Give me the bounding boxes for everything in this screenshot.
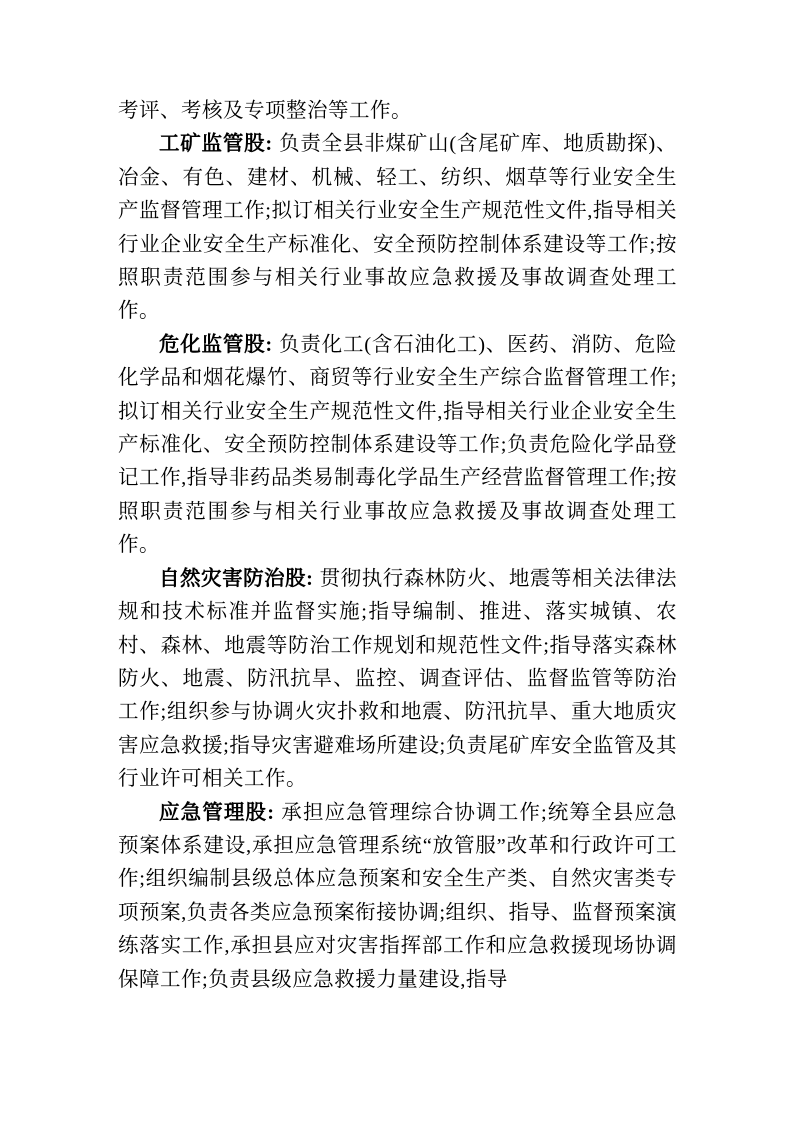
- paragraph-natural-disaster-section: [118, 563, 677, 797]
- paragraph-hazchem-section: [118, 329, 677, 563]
- paragraph-continuation: [118, 95, 677, 128]
- paragraph-text: 承担应急管理综合协调工作;统筹全县应急预案体系建设,承担应急管理系统“放管服”改革和行政许可工作;组织编制县级总体应急预案和安全生产类、自然灾害类专项预案,负责各类应急预案衔接协调;组织、指导、监督预案演练落实工作,承担县应对灾害指挥部工作和应急救援现场协调保障工作;负责县级应急救援力量建设,指导: [118, 801, 678, 991]
- section-heading: 自然灾害防治股:: [159, 567, 314, 590]
- paragraph-text: 负责全县非煤矿山(含尾矿库、地质勘探)、冶金、有色、建材、机械、轻工、纺织、烟草等行业安全生产监督管理工作;拟订相关行业安全生产规范性文件,指导相关行业企业安全生产标准化、安全预防控制体系建设等工作;按照职责范围参与相关行业事故应急救援及事故调查处理工作。: [118, 133, 677, 323]
- paragraph-text: 负责化工(含石油化工)、医药、消防、危险化学品和烟花爆竹、商贸等行业安全生产综合监督管理工作;拟订相关行业安全生产规范性文件,指导相关行业企业安全生产标准化、安全预防控制体系建设等工作;负责危险化学品登记工作,指导非药品类易制毒化学品生产经营监督管理工作;按照职责范围参与相关行业事故应急救援及事故调查处理工作。: [118, 333, 677, 557]
- paragraph-text: 贯彻执行森林防火、地震等相关法律法规和技术标准并监督实施;指导编制、推进、落实城镇、农村、森林、地震等防治工作规划和规范性文件;指导落实森林防火、地震、防汛抗旱、监控、调查评估、监督监管等防治工作;组织参与协调火灾扑救和地震、防汛抗旱、重大地质灾害应急救援;指导灾害避难场所建设;负责尾矿库安全监管及其行业许可相关工作。: [118, 567, 678, 791]
- section-heading: 危化监管股:: [159, 333, 273, 356]
- paragraph-industry-mining-section: [118, 128, 677, 328]
- paragraph-text: 考评、考核及专项整治等工作。: [118, 100, 412, 122]
- section-heading: 应急管理股:: [159, 801, 275, 824]
- document-text-block: [118, 95, 677, 997]
- section-heading: 工矿监管股:: [159, 133, 273, 156]
- paragraph-emergency-management-section: [118, 797, 677, 997]
